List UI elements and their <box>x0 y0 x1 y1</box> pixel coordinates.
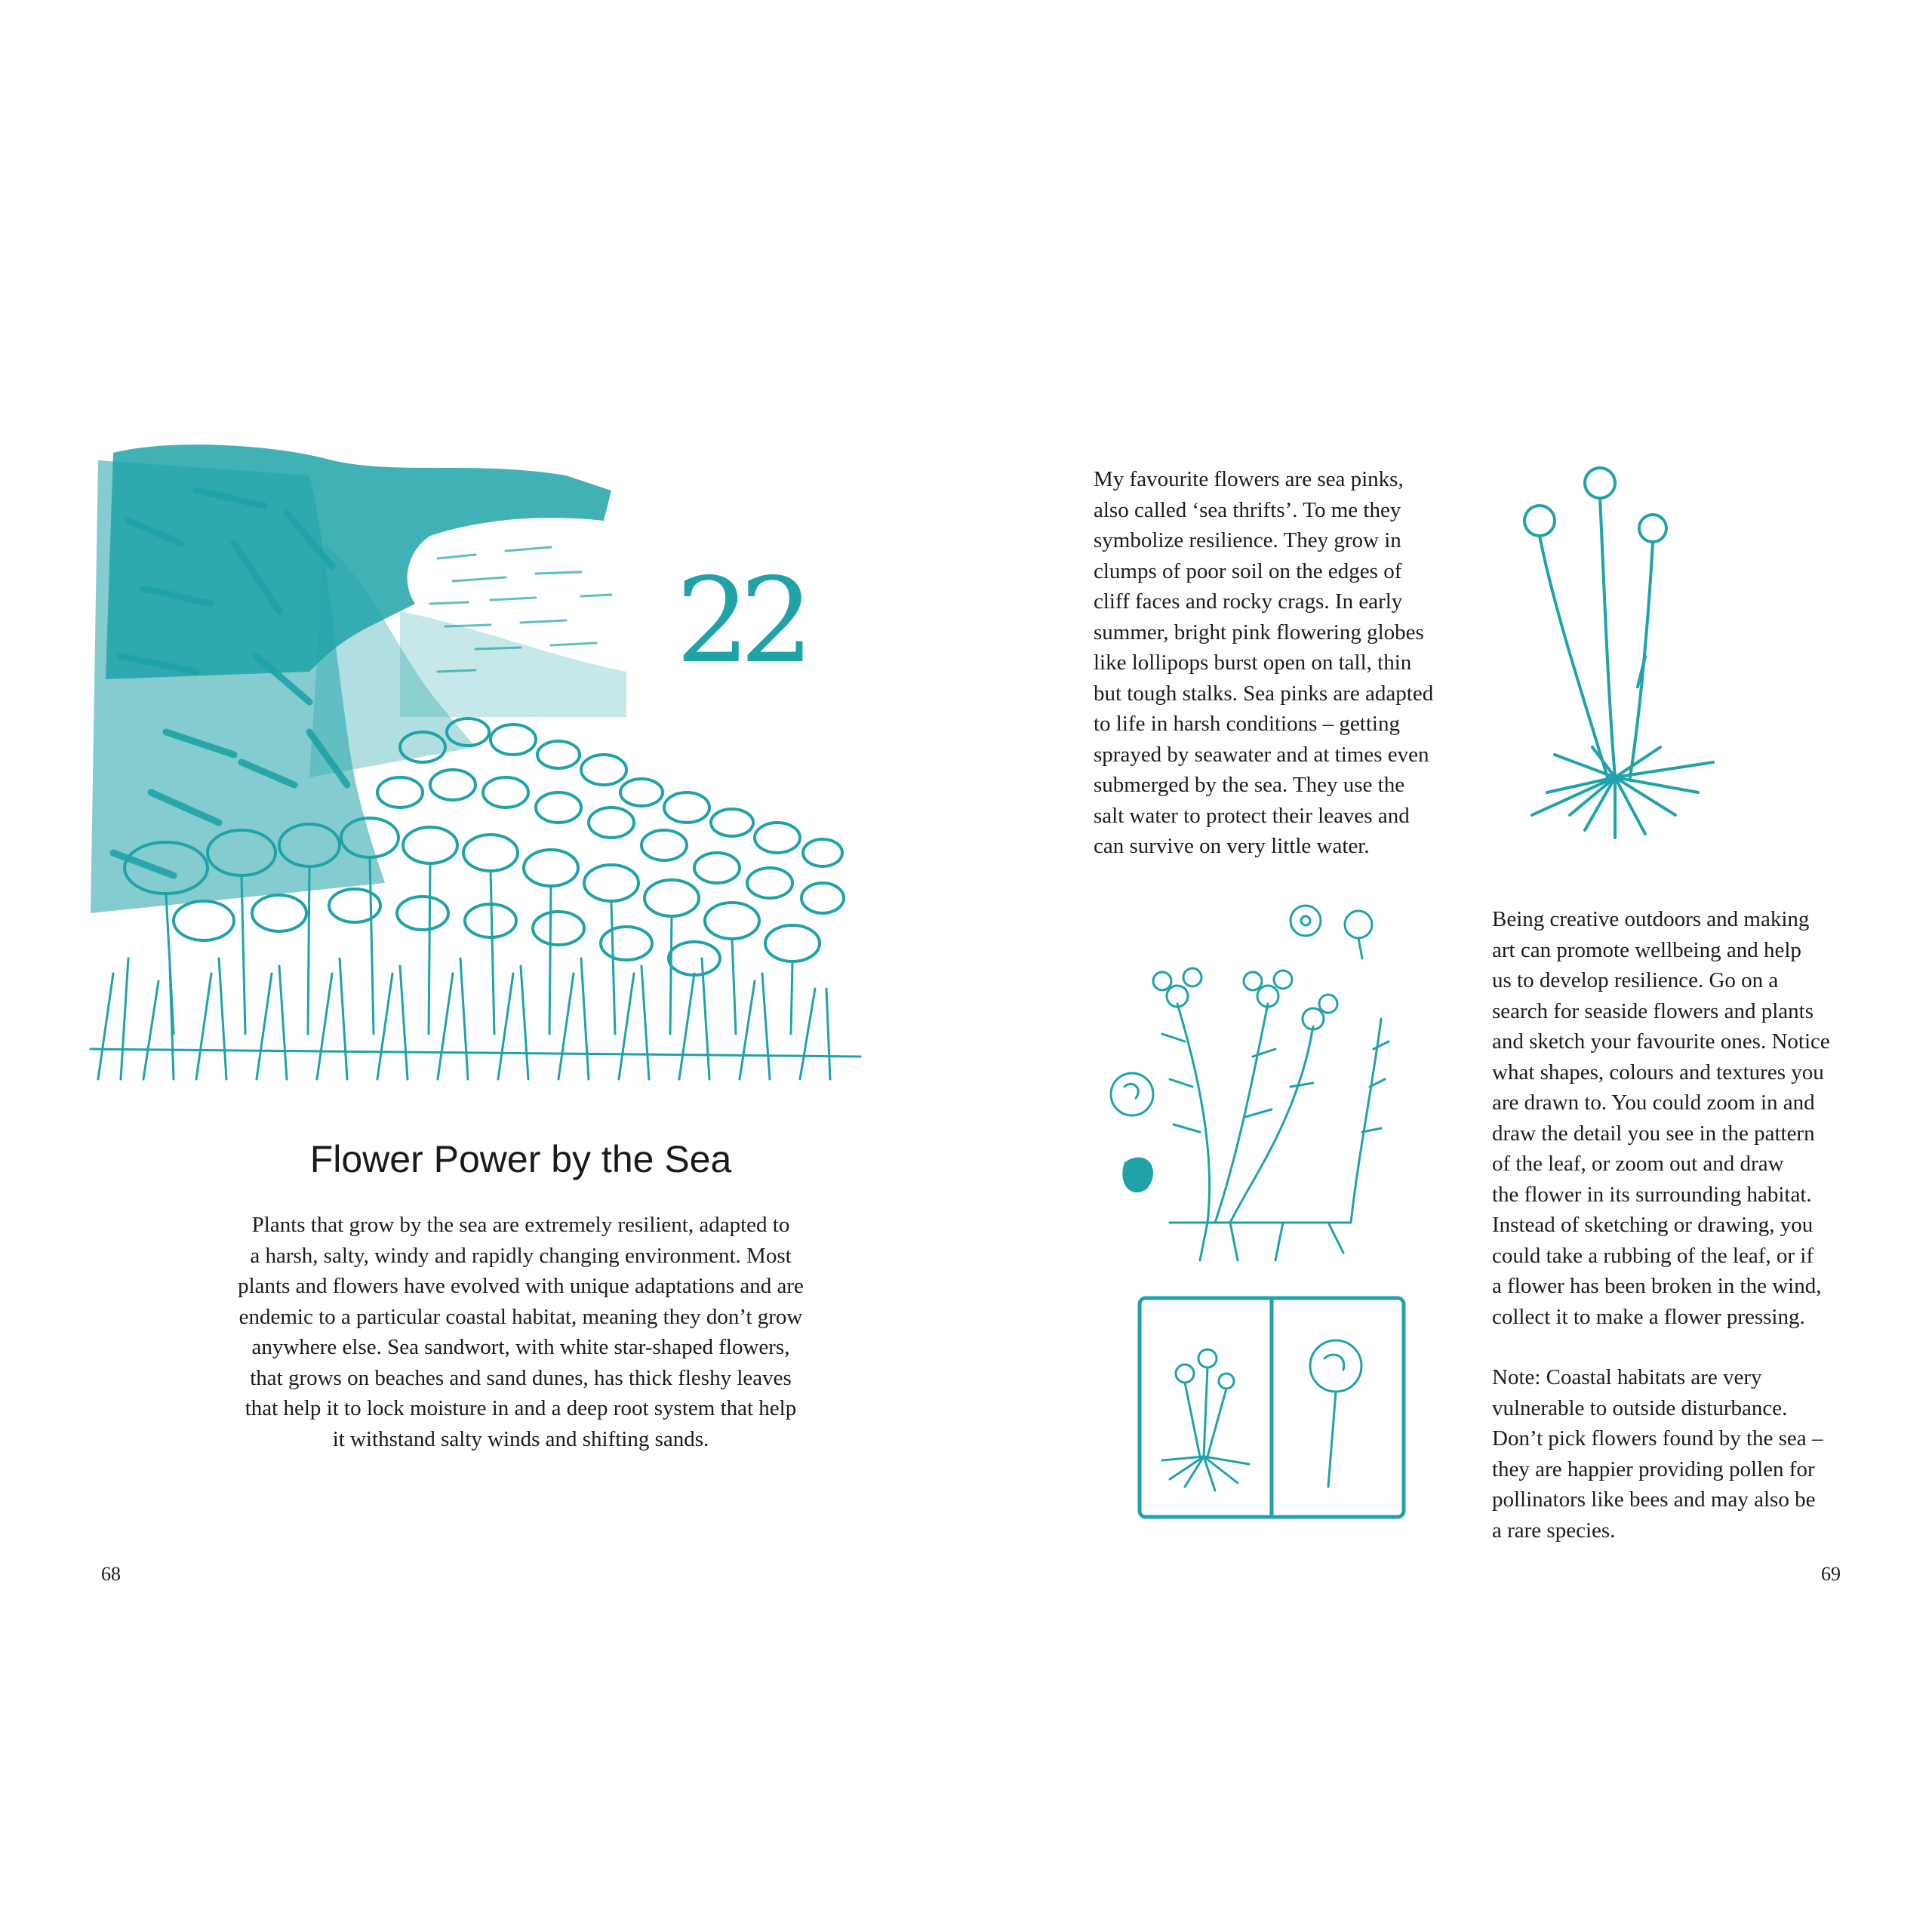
note-line: Note: Coastal habitats are very <box>1492 1365 1762 1389</box>
left-body-paragraph <box>151 1210 891 1454</box>
main-line: search for seaside flowers and plants <box>1492 998 1814 1023</box>
intro-line: can survive on very little water. <box>1094 834 1370 858</box>
body-line: it withstand salty winds and shifting sands. <box>332 1426 709 1451</box>
creative-activity-paragraph <box>1492 904 1839 1332</box>
intro-line: submerged by the sea. They use the <box>1094 773 1405 797</box>
main-line: draw the detail you see in the pattern <box>1492 1121 1815 1146</box>
intro-line: sprayed by seawater and at times even <box>1094 742 1429 767</box>
body-line: plants and flowers have evolved with unique adaptations and are <box>238 1274 804 1298</box>
body-line: Plants that grow by the sea are extremely resilient, adapted to <box>251 1213 790 1237</box>
botanical-study-illustration <box>1102 891 1434 1268</box>
intro-line: symbolize resilience. They grow in <box>1094 528 1401 552</box>
intro-line: cliff faces and rocky crags. In early <box>1094 589 1403 614</box>
note-line: they are happier providing pollen for <box>1492 1457 1815 1481</box>
main-line: collect it to make a flower pressing. <box>1492 1304 1805 1329</box>
page-number-right: 69 <box>1821 1563 1841 1585</box>
intro-line: but tough stalks. Sea pinks are adapted <box>1094 681 1434 706</box>
body-line: anywhere else. Sea sandwort, with white star-shaped flowers, <box>251 1335 790 1359</box>
note-line: vulnerable to outside disturbance. <box>1492 1395 1788 1420</box>
intro-line: like lollipops burst open on tall, thin <box>1094 651 1412 675</box>
main-line: art can promote wellbeing and help <box>1492 937 1801 962</box>
page-number-left: 68 <box>101 1563 121 1585</box>
intro-line: My favourite flowers are sea pinks, <box>1094 467 1404 491</box>
main-line: a flower has been broken in the wind, <box>1492 1274 1822 1298</box>
main-line: and sketch your favourite ones. Notice <box>1492 1029 1830 1054</box>
main-line: Instead of sketching or drawing, you <box>1492 1213 1814 1237</box>
main-line: of the leaf, or zoom out and draw <box>1492 1152 1784 1176</box>
body-line: that help it to lock moisture in and a deep root system that help <box>245 1396 797 1420</box>
note-line: a rare species. <box>1492 1518 1616 1543</box>
intro-line: summer, bright pink flowering globes <box>1094 620 1424 645</box>
body-line: that grows on beaches and sand dunes, has thick fleshy leaves <box>250 1365 792 1390</box>
main-line: us to develop resilience. Go on a <box>1492 968 1779 992</box>
intro-line: to life in harsh conditions – getting <box>1094 712 1400 736</box>
intro-line: salt water to protect their leaves and <box>1094 803 1410 828</box>
main-line: the flower in its surrounding habitat. <box>1492 1182 1812 1207</box>
body-line: a harsh, salty, windy and rapidly changing environment. Most <box>250 1243 792 1268</box>
main-line: could take a rubbing of the leaf, or if <box>1492 1243 1814 1268</box>
note-paragraph <box>1492 1362 1839 1546</box>
note-line: pollinators like bees and may also be <box>1492 1487 1816 1512</box>
note-line: Don’t pick flowers found by the sea – <box>1492 1426 1823 1451</box>
sketchbook-illustration <box>1124 1283 1419 1532</box>
body-line: endemic to a particular coastal habitat, meaning they don’t grow <box>238 1304 803 1329</box>
intro-line: also called ‘sea thrifts’. To me they <box>1094 497 1401 522</box>
main-line: what shapes, colours and textures you <box>1492 1060 1824 1084</box>
cliff-sea-pinks-illustration <box>83 430 868 1094</box>
intro-line: clumps of poor soil on the edges of <box>1094 558 1402 583</box>
page-title: Flower Power by the Sea <box>309 1138 732 1180</box>
main-line: Being creative outdoors and making <box>1492 907 1810 931</box>
chapter-number: 22 <box>675 552 804 689</box>
intro-paragraph <box>1094 464 1486 862</box>
main-line: are drawn to. You could zoom in and <box>1492 1091 1815 1115</box>
sea-thrift-illustration <box>1502 460 1774 853</box>
